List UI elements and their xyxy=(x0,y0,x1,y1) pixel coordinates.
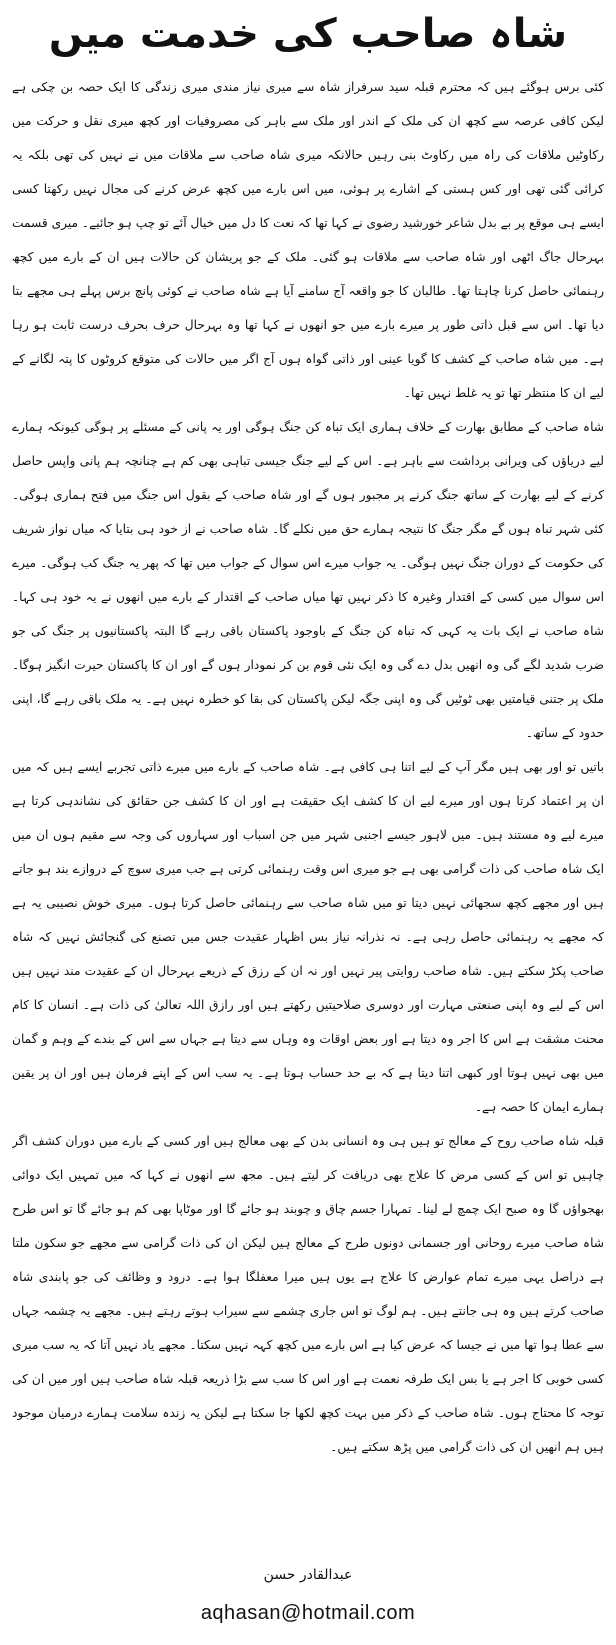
paragraph: کئی برس ہوگئے ہیں کہ محترم قبلہ سید سرفراز شاہ سے میری نیاز مندی میری زندگی کا ایک حصہ بن چکی ہے لیکن کافی عرصہ سے کچھ ان کی ملک کے اندر اور ملک سے باہر کی مصروفیات اور کچھ میری نقل و حرکت میں رکاوٹیں ملاقات کی راہ میں رکاوٹ بنی رہیں حالانکہ میری شاہ صاحب سے ملاقات میں نے نہیں کی تھی بلکہ یہ کرائی گئی تھی اور کس ہستی کے اشارے پر ہوئی، میں اس بارے میں کچھ عرض کرنے کی مجال نہیں رکھتا کسی ایسے ہی موقع پر بے بدل شاعر خورشید رضوی نے کہا تھا کہ نعت کا دل میں خیال آئے تو چپ ہو جائیے۔ میری قسمت بہرحال جاگ اٹھی اور شاہ صاحب سے ملاقات ہو گئی۔ ملک کے جو پریشان کن حالات ہیں ان کے بارے میں کچھ رہنمائی حاصل کرنا چاہتا تھا۔ طالبان کا جو واقعہ آج سامنے آیا ہے شاہ صاحب نے کوئی پانچ برس پہلے ہی مجھے بتا دیا تھا۔ اس سے قبل ذاتی طور پر میرے بارے میں جو انھوں نے کہا تھا وہ بہرحال حرف بحرف درست ثابت ہو رہا ہے۔ میں شاہ صاحب کے کشف کا گویا عینی اور ذاتی گواہ ہوں آج اگر میں حالات کی متوقع کروٹوں کا پتہ لگانے کے لیے ان کا منتظر تھا تو یہ غلط نہیں تھا۔ xyxy=(12,80,604,400)
paragraph: باتیں تو اور بھی ہیں مگر آپ کے لیے اتنا ہی کافی ہے۔ شاہ صاحب کے بارے میں میرے ذاتی تجربے ایسے ہیں کہ میں ان پر اعتماد کرتا ہوں اور میرے لیے ان کا کشف ایک حقیقت ہے اور ان کا کشف جن حقائق کی نشاندہی کرتا ہے میرے لیے وہ مستند ہیں۔ میں لاہور جیسے اجنبی شہر میں جن اسباب اور سہاروں کی وجہ سے مقیم ہوں ان میں ایک شاہ صاحب کی ذات گرامی بھی ہے جو میری اس وقت رہنمائی کرتی ہے جب میری سوچ کے دروازے بند ہو جاتے ہیں اور مجھے کچھ سجھائی نہیں دیتا تو میں شاہ صاحب سے رہنمائی حاصل کرتا ہوں۔ میری خوش نصیبی یہ ہے کہ مجھے یہ رہنمائی حاصل رہی ہے۔ نہ نذرانہ نیاز بس اظہار عقیدت جس میں تصنع کی گنجائش نہیں کہ شاہ صاحب پکڑ سکتے ہیں۔ شاہ صاحب روایتی پیر نہیں اور نہ ان کے رزق کے ذریعے بہرحال ان کے عقیدت مند نہیں ہیں اس کے لیے وہ اپنی صنعتی مہارت اور دوسری صلاحیتیں رکھتے ہیں اور رازق اللہ تعالیٰ کی ذات ہے۔ انسان کا کام محنت مشقت ہے اس کا اجر وہ دیتا ہے اور بعض اوقات وہ وہاں سے دیتا ہے جہاں سے اس کے بندے کے وہم و گمان میں بھی نہیں ہوتا اور کبھی اتنا دیتا ہے کہ بے حد حساب ہوتا ہے۔ یہ سب اس کے اپنے فرمان ہیں اور ان پر یقین ہمارے ایمان کا حصہ ہے۔ xyxy=(12,760,604,1114)
headline-text: شاہ صاحب کی خدمت میں xyxy=(48,11,568,57)
paragraph: قبلہ شاہ صاحب روح کے معالج تو ہیں ہی وہ انسانی بدن کے بھی معالج ہیں اور کسی کے بارے میں دوران کشف اگر چاہیں تو اس کے کسی مرض کا علاج بھی دریافت کر لیتے ہیں۔ مجھ سے انھوں نے کہا کہ میں تمہیں ایک دوائی بھجواؤں گا وہ صبح ایک چمچ لے لینا۔ تمہارا جسم چاق و چوبند ہو جائے گا اور موٹاپا بھی کم ہو جائے گا تو اس طرح شاہ صاحب میرے روحانی اور جسمانی دونوں طرح کے معالج ہیں لیکن ان کی ذات گرامی سے مجھے جو سکون ملتا ہے دراصل یہی میرے تمام عوارض کا علاج ہے یوں ہیں میرا معفلگا ہوا ہے۔ درود و وظائف کی جو پابندی شاہ صاحب کرتے ہیں وہ ہی جانتے ہیں۔ ہم لوگ تو اس جاری چشمے سے سیراب ہوتے رہتے ہیں۔ مجھے یہ چشمہ جہاں سے عطا ہوا تھا میں نے جیسا کہ عرض کیا ہے اس بارے میں کچھ کہہ نہیں سکتا۔ مجھے یاد نہیں آتا کہ یہ سب میری کسی خوبی کا اجر ہے یا بس ایک طرفہ نعمت ہے اور اس کا سب سے بڑا ذریعہ قبلہ شاہ صاحب ہیں اور میں ان کی توجہ کا محتاج ہوں۔ شاہ صاحب کے ذکر میں بہت کچھ لکھا جا سکتا ہے لیکن یہ زندہ سلامت ہمارے درمیان موجود ہیں ہم انھیں ان کی ذات گرامی میں پڑھ سکتے ہیں۔ xyxy=(12,1134,604,1454)
article-body xyxy=(12,70,604,1550)
paragraph: شاہ صاحب کے مطابق بھارت کے خلاف ہماری ایک تباہ کن جنگ ہوگی اور یہ پانی کے مسئلے پر ہوگی کیونکہ ہمارے لیے دریاؤں کی ویرانی برداشت سے باہر ہے۔ اس کے لیے جنگ جیسی تباہی بھی کم ہے چنانچہ ہم پانی واپس حاصل کرنے کے لیے بھارت کے ساتھ جنگ کرنے پر مجبور ہوں گے اور شاہ صاحب کے بقول اس جنگ میں فتح ہماری ہوگی۔ کئی شہر تباہ ہوں گے مگر جنگ کا نتیجہ ہمارے حق میں نکلے گا۔ شاہ صاحب نے از خود ہی بتایا کہ میاں نواز شریف کی حکومت کے دوران جنگ نہیں ہوگی۔ یہ جواب میرے اس سوال کے جواب میں تھا کہ پھر یہ جنگ کب ہوگی۔ میرے اس سوال میں کسی کے اقتدار وغیرہ کا ذکر نہیں تھا میاں صاحب کے اقتدار کے بارے میں انھوں نے یہ خود ہی کہا۔ شاہ صاحب نے ایک بات یہ کہی کہ تباہ کن جنگ کے باوجود پاکستان باقی رہے گا البتہ پاکستانیوں پر جنگ کی جو ضرب شدید لگے گی وہ انھیں بدل دے گی وہ ایک نئی قوم بن کر نمودار ہوں گے اور ان کا پاکستان حیرت انگیز ہوگا۔ ملک پر جتنی قیامتیں بھی ٹوٹیں گی وہ اپنی جگہ لیکن پاکستان کی بقا کو خطرہ نہیں ہے۔ یہ ملک باقی رہے گا، اپنی حدود کے ساتھ۔ xyxy=(12,420,604,740)
author-email[interactable]: aqhasan@hotmail.com xyxy=(200,1602,416,1624)
author-signature: عبدالقادر حسن xyxy=(263,1567,353,1583)
headline xyxy=(0,4,616,64)
